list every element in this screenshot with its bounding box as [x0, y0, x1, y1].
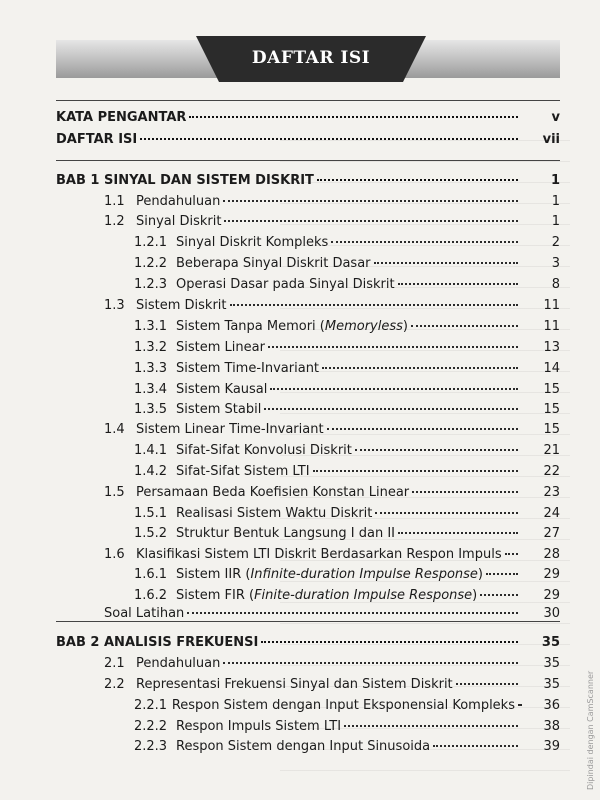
scanner-watermark: Dipindai dengan CamScanner [586, 670, 595, 790]
entry-number: 1.3.1 [134, 319, 168, 334]
entry-page: 11 [543, 298, 560, 313]
entry-title: Sistem Stabil [176, 402, 262, 417]
dot-leader [317, 179, 518, 181]
page-title: DAFTAR ISI [251, 48, 371, 68]
entry-title: Sistem FIR (Finite-duration Impulse Response) [176, 588, 478, 603]
chapter-number: BAB 2 [56, 635, 100, 650]
chapter-number: BAB 1 [56, 173, 100, 188]
toc-chapter-bab1 [56, 171, 560, 191]
dot-leader [518, 704, 522, 706]
toc-entry [134, 233, 560, 253]
entry-number: 2.2 [104, 677, 125, 692]
toc-entry [134, 524, 560, 544]
dot-leader [374, 262, 518, 264]
entry-number: 1.5.1 [134, 506, 168, 521]
entry-number: 1.2.2 [134, 256, 168, 271]
entry-title: Sistem IIR (Infinite-duration Impulse Response) [176, 567, 483, 582]
dot-leader [456, 683, 518, 685]
entry-page: 23 [543, 485, 560, 500]
entry-title: Pendahuluan [136, 194, 221, 209]
toc-entry [104, 212, 560, 232]
entry-title: Persamaan Beda Koefisien Konstan Linear [136, 485, 410, 500]
toc-entry [134, 586, 560, 606]
dot-leader [230, 304, 518, 306]
entry-number: 2.2.3 [134, 739, 168, 754]
entry-page: 15 [543, 422, 560, 437]
dot-leader [480, 594, 518, 596]
entry-number: 1.4.1 [134, 443, 168, 458]
dot-leader [505, 553, 518, 555]
dot-leader [411, 325, 518, 327]
entry-number: 1.3.5 [134, 402, 168, 417]
dot-leader [223, 662, 518, 664]
dot-leader [398, 532, 518, 534]
entry-title: Sinyal Diskrit Kompleks [176, 235, 329, 250]
entry-title: Sistem Linear [176, 340, 265, 355]
entry-page: 29 [543, 588, 560, 603]
dot-leader [433, 745, 518, 747]
entry-page: 36 [543, 698, 560, 713]
entry-page: 35 [543, 677, 560, 692]
entry-page: 22 [543, 464, 560, 479]
entry-number: 2.1 [104, 656, 125, 671]
entry-page: 38 [543, 719, 560, 734]
entry-number: 1.3.3 [134, 361, 168, 376]
entry-page: 35 [541, 635, 560, 650]
chapter-title: ANALISIS FREKUENSI [104, 635, 259, 650]
entry-page: 21 [543, 443, 560, 458]
dot-leader [398, 283, 518, 285]
dot-leader [313, 470, 518, 472]
toc-entry [104, 675, 560, 695]
entry-page: 1 [551, 194, 560, 209]
entry-number: 2.2.2 [134, 719, 168, 734]
toc-entry-daftar-isi [56, 130, 560, 150]
entry-title: Sistem Kausal [176, 382, 268, 397]
entry-title: Sistem Tanpa Memori (Memoryless) [176, 319, 408, 334]
dot-leader [264, 408, 518, 410]
rule-top [56, 100, 560, 101]
dot-leader [224, 220, 518, 222]
entry-title: Respon Sistem dengan Input Eksponensial Kompleks [171, 698, 515, 713]
toc-entry [104, 192, 560, 212]
dot-leader [331, 241, 518, 243]
toc-entry [134, 696, 560, 716]
entry-page: v [551, 110, 560, 125]
entry-title: Realisasi Sistem Waktu Diskrit [176, 506, 373, 521]
entry-title: Sistem Linear Time-Invariant [136, 422, 324, 437]
entry-number: 1.2 [104, 214, 125, 229]
entry-title: Pendahuluan [136, 656, 221, 671]
dot-leader [140, 138, 518, 140]
dot-leader [261, 641, 518, 643]
entry-title: Sifat-Sifat Konvolusi Diskrit [176, 443, 352, 458]
toc-entry [134, 254, 560, 274]
toc-entry [134, 338, 560, 358]
toc-entry [134, 462, 560, 482]
entry-number: 2.2.1 [134, 698, 168, 713]
toc-entry [104, 654, 560, 674]
toc-entry [134, 380, 560, 400]
entry-title: Sistem Diskrit [136, 298, 227, 313]
rule-bab2 [56, 621, 560, 622]
entry-number: 1.4 [104, 422, 125, 437]
entry-title: Sistem Time-Invariant [176, 361, 320, 376]
toc-entry [134, 275, 560, 295]
entry-page: 24 [543, 506, 560, 521]
entry-title: Sifat-Sifat Sistem LTI [176, 464, 310, 479]
entry-page: 15 [543, 402, 560, 417]
entry-page: 8 [551, 277, 560, 292]
chapter-title: SINYAL DAN SISTEM DISKRIT [104, 173, 314, 188]
toc-entry [134, 441, 560, 461]
entry-title: KATA PENGANTAR [56, 110, 187, 125]
toc-entry [134, 565, 560, 585]
entry-page: 2 [551, 235, 560, 250]
toc-entry [134, 737, 560, 757]
entry-title: Representasi Frekuensi Sinyal dan Sistem Diskrit [136, 677, 453, 692]
entry-number: 1.3.4 [134, 382, 168, 397]
entry-number: 1.6.1 [134, 567, 168, 582]
entry-page: 1 [551, 214, 560, 229]
entry-page: 15 [543, 382, 560, 397]
dot-leader [375, 512, 518, 514]
entry-page: vii [542, 132, 560, 147]
toc-entry [134, 359, 560, 379]
entry-title: Respon Impuls Sistem LTI [176, 719, 342, 734]
entry-number: 1.5.2 [134, 526, 168, 541]
entry-page: 13 [543, 340, 560, 355]
entry-number: 1.3 [104, 298, 125, 313]
dot-leader [223, 200, 518, 202]
dot-leader [486, 573, 518, 575]
entry-number: 1.2.1 [134, 235, 168, 250]
entry-page: 14 [543, 361, 560, 376]
toc-chapter-bab2 [56, 633, 560, 653]
toc-entry [134, 717, 560, 737]
dot-leader [268, 346, 518, 348]
toc-entry [104, 420, 560, 440]
entry-number: 1.2.3 [134, 277, 168, 292]
entry-number: 1.6 [104, 547, 125, 562]
entry-page: 29 [543, 567, 560, 582]
rule-bab1 [56, 160, 560, 161]
entry-number: 1.4.2 [134, 464, 168, 479]
entry-number: 1.3.2 [134, 340, 168, 355]
dot-leader [322, 367, 518, 369]
entry-page: 11 [543, 319, 560, 334]
dot-leader [187, 612, 518, 614]
entry-page: 39 [543, 739, 560, 754]
entry-title: Soal Latihan [104, 606, 185, 621]
entry-page: 30 [543, 606, 560, 621]
dot-leader [355, 449, 518, 451]
entry-title: Sinyal Diskrit [136, 214, 222, 229]
toc-entry-kata-pengantar [56, 108, 560, 128]
entry-title: DAFTAR ISI [56, 132, 138, 147]
entry-title: Operasi Dasar pada Sinyal Diskrit [176, 277, 395, 292]
dot-leader [344, 725, 518, 727]
toc-entry [134, 400, 560, 420]
entry-title: Struktur Bentuk Langsung I dan II [176, 526, 395, 541]
toc-entry [134, 504, 560, 524]
entry-page: 1 [550, 173, 560, 188]
entry-page: 28 [543, 547, 560, 562]
toc-entry [104, 545, 560, 565]
entry-page: 3 [551, 256, 560, 271]
entry-number: 1.5 [104, 485, 125, 500]
entry-number: 1.1 [104, 194, 125, 209]
dot-leader [327, 428, 518, 430]
toc-entry [134, 317, 560, 337]
entry-title: Beberapa Sinyal Diskrit Dasar [176, 256, 371, 271]
dot-leader [270, 388, 518, 390]
toc-entry [104, 296, 560, 316]
entry-page: 27 [543, 526, 560, 541]
entry-title: Respon Sistem dengan Input Sinusoida [176, 739, 431, 754]
dot-leader [412, 491, 518, 493]
toc-entry [104, 483, 560, 503]
entry-number: 1.6.2 [134, 588, 168, 603]
entry-title: Klasifikasi Sistem LTI Diskrit Berdasarkan Respon Impuls [136, 547, 502, 562]
entry-page: 35 [543, 656, 560, 671]
dot-leader [189, 116, 518, 118]
